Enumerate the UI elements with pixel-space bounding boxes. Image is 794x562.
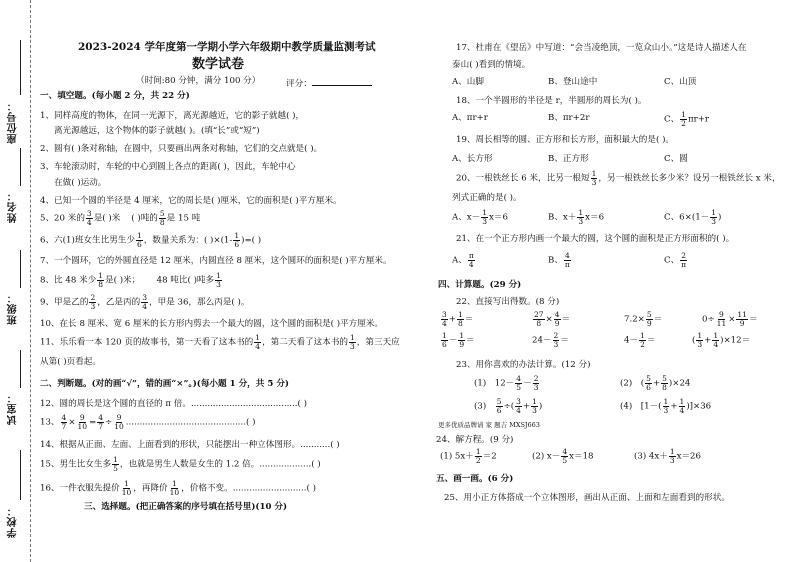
fraction: $\frac{1}{6}$: [137, 231, 142, 249]
j14: 14、根据从正面、左面、上面看到的形状，只能摆出一种立体图形。...........( ): [40, 440, 340, 450]
calc-23-4: (4) [1－( $\frac{1}{3}$ + $\frac{1}{4}$ )]×36: [620, 397, 712, 415]
fraction: $\frac{1}{10}$: [121, 479, 132, 497]
calc-3: 7.2× $\frac{5}{9}$ ＝: [624, 310, 663, 328]
footer-note: 更多优质品牌请 家 题吉 MXSJ663: [438, 421, 540, 429]
fraction: $\frac{3}{4}$: [142, 293, 147, 311]
section-1-title: 一、填空题。(每小题 2 分，共 22 分): [40, 91, 190, 101]
q17-line2: 泰山( )看到的情境。: [452, 60, 531, 70]
calc-1: $\frac{3}{4}$ + $\frac{1}{8}$ ＝: [442, 310, 474, 328]
j16: 16、一件衣服先提价 $\frac{1}{10}$ ，再降价 $\frac{1}{10}$ ，价格不变。...........................( ): [40, 479, 316, 497]
fraction: $\frac{1}{5}$: [113, 455, 118, 473]
fraction: $\frac{3}{4}$: [86, 209, 92, 227]
eq-24-1: (1) 5x＋ $\frac{1}{2}$ ＝2: [440, 447, 497, 465]
exam-title: 2023-2024 学年度第一学期小学六年级期中教学质量监测考试: [78, 41, 376, 53]
calc-23-1: (1) 12－ $\frac{4}{5}$ － $\frac{2}{3}$: [474, 374, 539, 392]
q19: 19、周长相等的圆、正方形和长方形，面积最大的是( )。: [456, 135, 675, 145]
name-label: 姓名：: [8, 190, 19, 223]
q25: 25、用小正方体搭成一个立体图形，画出从正面、上面和左面看到的形状。: [444, 493, 730, 503]
fraction: $\frac{1}{4}$: [255, 333, 261, 351]
q18-option-c[interactable]: C、 $\frac{1}{2}$ πr+r: [664, 110, 710, 128]
calc-8: ( $\frac{1}{3}$ + $\frac{1}{4}$ )×12＝: [692, 331, 751, 349]
subject-title: 数学试卷: [192, 57, 245, 72]
class-line: [20, 250, 21, 288]
q5: 5、20 米的 $\frac{3}{4}$ 是( )米 ( )吨的 $\frac{5}{8}$ 是 15 吨: [40, 209, 201, 227]
q8: 8、比 48 米少 $\frac{1}{8}$ 是( )米； 48 吨比( )吨多 $\frac{1}{3}$: [40, 271, 221, 289]
calc-23-2: (2) ( $\frac{5}{6}$ + $\frac{5}{8}$ )×24: [620, 374, 691, 392]
q24: 24、解方程。(9 分): [436, 435, 514, 445]
q19-option-a[interactable]: A、长方形: [452, 154, 493, 164]
fraction: $\frac{1}{6}$: [234, 231, 240, 249]
score-label: 评分：: [286, 79, 312, 89]
eq-24-2: (2) x－ $\frac{4}{5}$ x＝18: [532, 447, 594, 465]
q21-option-c[interactable]: C、 $\frac{2}{\pi}$: [664, 251, 687, 269]
calc-6: 24－ $\frac{2}{3}$ ＝: [532, 331, 569, 349]
q6: 6、六(1)班女生比男生少 $\frac{1}{6}$ ，数量关系为：( )×(1- $\frac{1}{6}$ )=( ): [40, 231, 262, 249]
school-label: 学校：: [8, 505, 19, 538]
q17-line1: 17、杜甫在《望岳》中写道：“会当凌绝顶，一览众山小。”这是诗人描述人在: [456, 43, 747, 53]
exam-room-line: [20, 350, 21, 388]
q18-option-b[interactable]: B、πr+2r: [548, 113, 590, 123]
q22: 22、直接写出得数。(8 分): [456, 297, 560, 307]
exam-meta: （时间:80 分钟，满分 100 分）: [136, 76, 261, 86]
calc-2: $\frac{27}{8}$ × $\frac{4}{9}$ ＝: [534, 310, 571, 328]
q2: 2、圆有( )条对称轴，在圆中，只要画出两条对称轴，它们的交点就是( )。: [40, 144, 323, 154]
q20-option-a[interactable]: A、x－ $\frac{1}{3}$ x＝6: [452, 208, 508, 226]
fraction: $\frac{1}{3}$: [350, 333, 355, 351]
seat-line: [20, 40, 21, 95]
section-3-title: 三、选择题。(把正确答案的序号填在括号里)(10 分): [84, 502, 288, 512]
score-blank: [312, 77, 372, 86]
score-field[interactable]: [286, 77, 372, 89]
q4: 4、已知一个圆的半径是 4 厘米，它的周长是( )厘米，它的面积是( )平方厘米。: [40, 196, 342, 206]
section-5-title: 五、画一画。(6 分): [436, 474, 514, 484]
fraction: $\frac{5}{8}$: [159, 209, 165, 227]
exam-room-label: 试室：: [8, 392, 19, 425]
q21-option-a[interactable]: A、 $\frac{\pi}{4}$: [452, 251, 474, 269]
calc-23-3: (3) $\frac{5}{6}$ ÷( $\frac{3}{4}$ + $\frac{1}{3}$ ): [474, 397, 543, 415]
q19-option-c[interactable]: C、圆: [664, 154, 688, 164]
q17-option-a[interactable]: A、山脚: [452, 77, 484, 87]
q20-option-c[interactable]: C、6×(1－ $\frac{1}{3}$ ): [664, 208, 722, 226]
j12: 12、圆的周长是这个圆的直径的 π 倍。.......................................( ): [40, 399, 307, 409]
class-label: 班级：: [8, 292, 19, 325]
q23: 23、用你喜欢的办法计算。(12 分): [456, 360, 591, 370]
binding-strip: [0, 0, 34, 562]
q17-option-b[interactable]: B、登山途中: [548, 77, 598, 87]
q20-line2: 列式正确的是( )。: [452, 193, 522, 203]
q9: 9、甲是乙的 $\frac{2}{3}$ ，乙是丙的 $\frac{3}{4}$ ，甲是 36，那么丙是( )。: [40, 293, 250, 311]
q20-option-b[interactable]: B、x＋ $\frac{1}{3}$ x＝6: [548, 208, 605, 226]
q17-option-c[interactable]: C、山顶: [664, 77, 697, 87]
q21: 21、在一个正方形内画一个最大的圆，这个圆的面积是正方形面积的( )。: [456, 234, 735, 244]
section-2-title: 二、判断题。(对的画“√”，错的画“×”。)(每小题 1 分，共 5 分): [40, 379, 289, 389]
q1-line2: 离光源越远，这个物体的影子就越( )。(填“长”或“短”): [54, 126, 260, 136]
calc-4: 0÷ $\frac{9}{11}$ × $\frac{11}{9}$ ＝: [702, 310, 758, 328]
name-line: [20, 148, 21, 186]
q18: 18、一个半圆形的半径是 r，半圆形的周长为( )。: [456, 96, 647, 106]
calc-7: 4－ $\frac{1}{2}$ ＝: [624, 331, 656, 349]
calc-5: $\frac{1}{6}$ － $\frac{1}{9}$ ＝: [442, 331, 475, 349]
q7: 7、一个圆环，它的外圆直径是 12 厘米，内圆直径 8 厘米，这个圆环的面积是( )平方厘米。: [40, 256, 392, 266]
q19-option-b[interactable]: B、正方形: [548, 154, 589, 164]
fraction: $\frac{1}{10}$: [169, 479, 180, 497]
section-4-title: 四、计算题。(29 分): [438, 280, 522, 290]
q11-line1: 11、乐乐看一本 120 页的故事书，第一天看了这本书的 $\frac{1}{4}$ ，第二天看了这本书的 $\frac{1}{3}$ ，第三天应: [40, 333, 400, 351]
q10: 10、在长 8 厘米、宽 6 厘米的长方形内剪去一个最大的圆，这个圆的面积是( )平方厘米。: [40, 319, 384, 329]
q20-line1: 20、一根铁丝长 6 米，比另一根短 $\frac{1}{3}$ ，另一根铁丝长多少米？设另一根铁丝长 x 米，: [456, 169, 781, 187]
binding-cut-line: [30, 0, 31, 562]
eq-24-3: (3) 4x＋ $\frac{1}{3}$ x＝26: [634, 447, 701, 465]
fraction: $\frac{2}{3}$: [90, 293, 96, 311]
q1-line1: 1、同样高度的物体，在同一光源下，离光源越近，它的影子就越( )，: [40, 111, 305, 121]
q3-line2: 在做( )运动。: [54, 178, 107, 188]
q3-line1: 3、车轮滚动时，车轮的中心到圆上各点的距离( )，因此，车轮中心: [40, 162, 296, 172]
j15: 15、男生比女生多 $\frac{1}{5}$ ，也就是男生人数是女生的 1.2 倍。...................( ): [40, 455, 321, 473]
q11-line2: 从第( )页看起。: [40, 357, 101, 367]
q21-option-b[interactable]: B、 $\frac{4}{\pi}$: [548, 251, 570, 269]
school-line: [20, 450, 21, 500]
fraction: $\frac{1}{8}$: [98, 271, 104, 289]
fraction: $\frac{1}{3}$: [216, 271, 221, 289]
seat-label: 座位号：: [8, 100, 19, 144]
j13: 13、 $\frac{4}{7}$ × $\frac{9}{10}$ = $\frac{4}{7}$ ÷ $\frac{9}{10}$ ............................................( ): [40, 413, 256, 431]
q18-option-a[interactable]: A、πr+r: [452, 113, 488, 123]
